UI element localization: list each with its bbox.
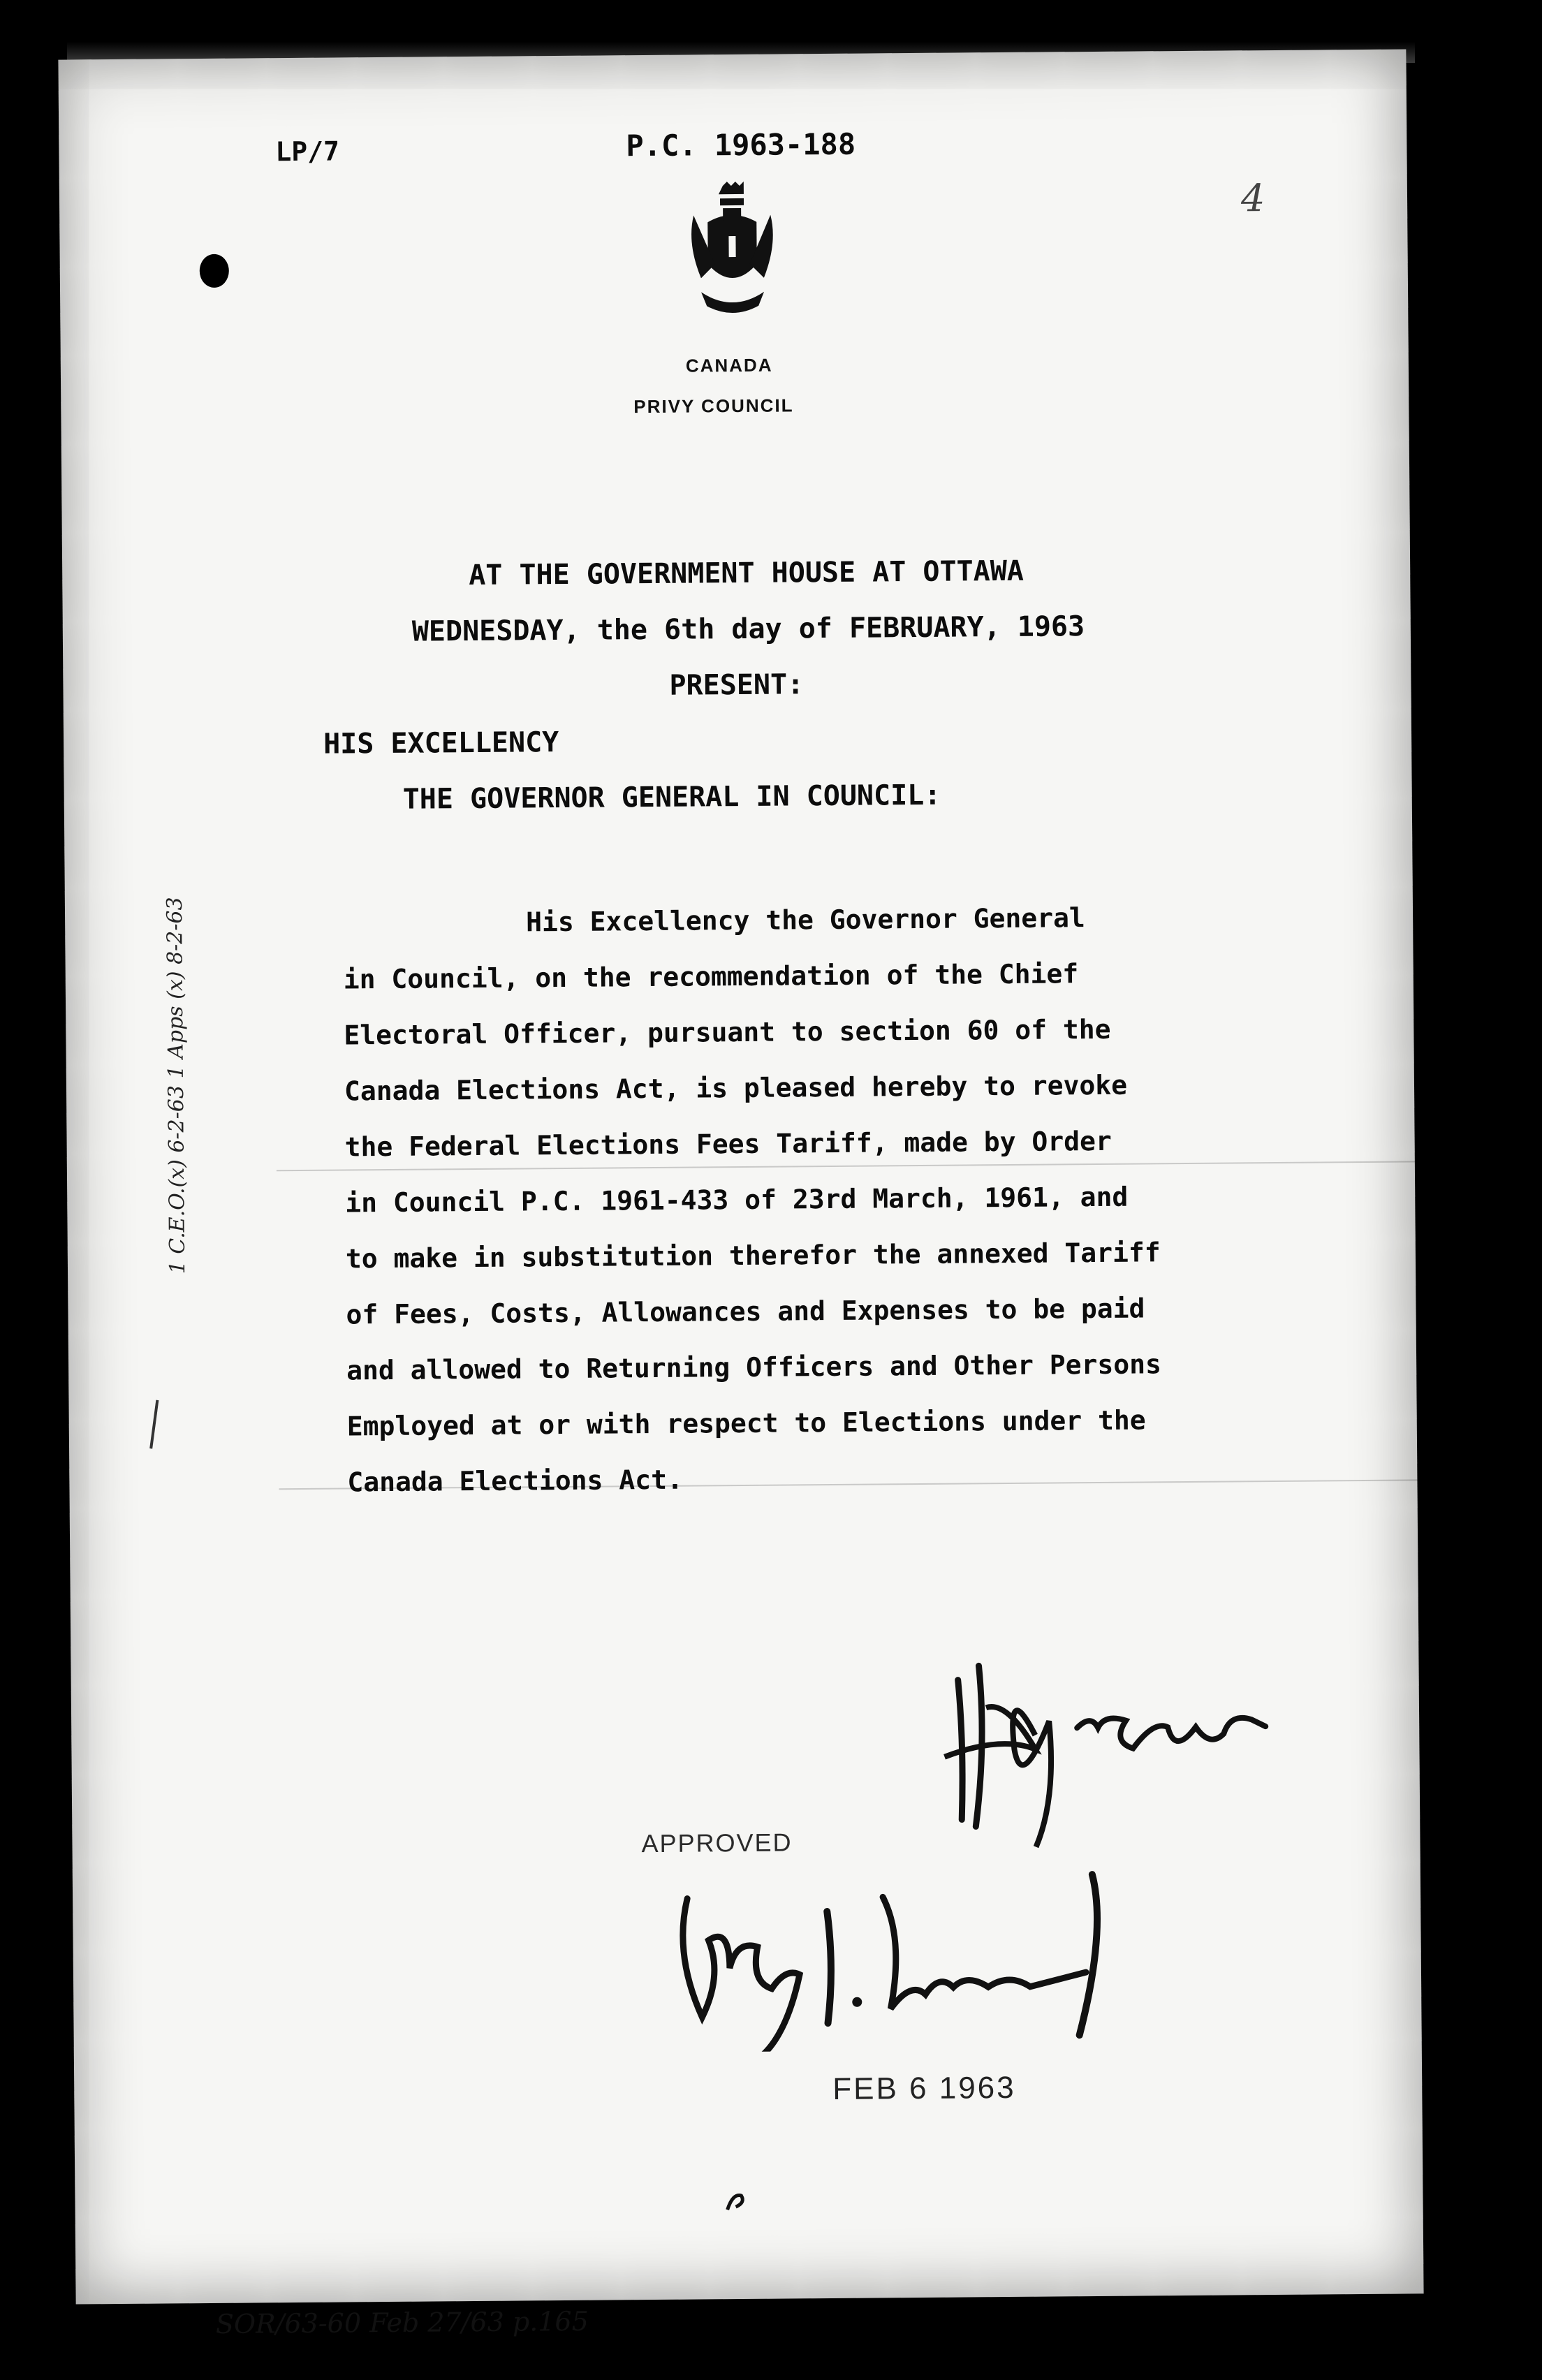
present-heading: PRESENT: — [669, 668, 805, 702]
crest-council-label: PRIVY COUNCIL — [633, 395, 794, 418]
ink-mark — [724, 2191, 749, 2212]
order-number: P.C. 1963-188 — [626, 126, 856, 163]
approved-label: APPROVED — [641, 1828, 793, 1858]
body-line: in Council, on the recommendation of the Chief — [343, 958, 1079, 995]
location-line: AT THE GOVERNMENT HOUSE AT OTTAWA — [469, 554, 1025, 592]
punch-hole — [200, 254, 229, 288]
file-reference: LP/7 — [275, 135, 340, 168]
council-signature — [930, 1650, 1294, 1855]
page-number: 4 — [1240, 176, 1265, 221]
margin-annotation: 1 C.E.O.(x) 6-2-63 1 Apps (x) 8-2-63 — [162, 897, 191, 1275]
presence-line-1: HIS EXCELLENCY — [323, 726, 559, 761]
body-line: His Excellency the Governor General — [525, 902, 1086, 938]
approver-signature — [673, 1867, 1150, 2052]
body-line: and allowed to Returning Officers and Other Persons — [346, 1349, 1162, 1386]
body-line: Canada Elections Act, is pleased hereby to revoke — [344, 1069, 1128, 1107]
body-line: the Federal Elections Fees Tariff, made by Order — [344, 1125, 1112, 1163]
document-page — [58, 49, 1423, 2339]
date-line: WEDNESDAY, the 6th day of FEBRUARY, 1963 — [411, 610, 1085, 648]
body-line: Electoral Officer, pursuant to section 60 of the — [344, 1013, 1111, 1051]
body-line: to make in substitution therefor the annexed Tariff — [345, 1237, 1161, 1275]
registration-note: SOR/63-60 Feb 27/63 p.165 — [215, 2305, 589, 2339]
approval-date-stamp: FEB 6 1963 — [832, 2070, 1016, 2107]
scan-line — [277, 1161, 1464, 1171]
canada-crest-icon — [680, 179, 786, 355]
body-line: Canada Elections Act. — [347, 1464, 684, 1498]
body-line: in Council P.C. 1961-433 of 23rd March, 1961, and — [345, 1181, 1129, 1219]
body-line: Employed at or with respect to Elections under the — [346, 1404, 1146, 1442]
presence-line-2: THE GOVERNOR GENERAL IN COUNCIL: — [402, 779, 941, 816]
body-line: of Fees, Costs, Allowances and Expenses to be paid — [346, 1293, 1145, 1330]
crest-country-label: CANADA — [685, 354, 773, 376]
margin-tick-mark — [149, 1400, 159, 1449]
